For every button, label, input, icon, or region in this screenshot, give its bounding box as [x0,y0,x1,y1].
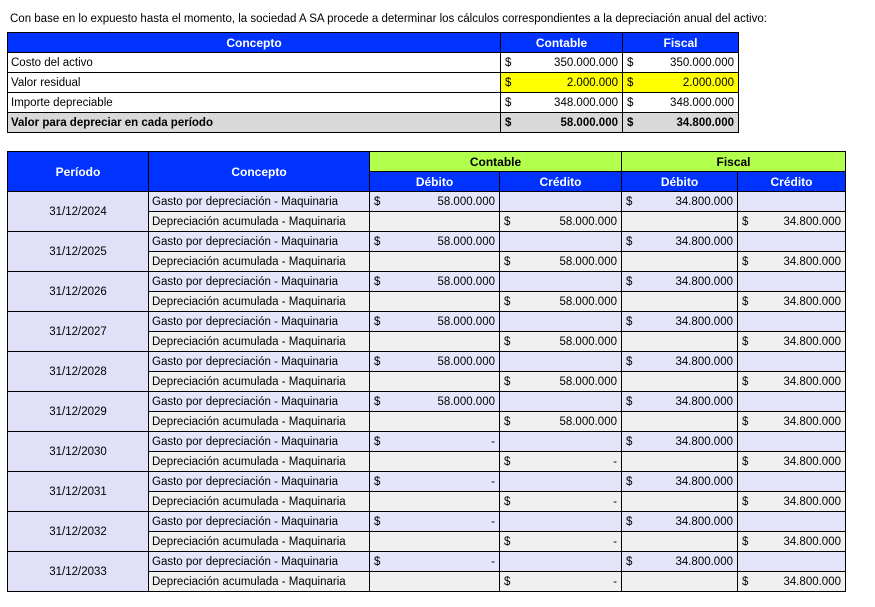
contable-debito-cell [370,192,500,212]
concepto-gasto: Gasto por depreciación - Maquinaria [149,272,370,292]
amount: 34.800.000 [783,575,841,588]
summary-fiscal-cell [623,73,739,93]
currency-symbol: $ [742,535,749,548]
fiscal-debito-cell [622,472,738,492]
currency-symbol: $ [374,195,381,208]
contable-credito-cell [500,572,622,592]
currency-symbol: $ [374,475,381,488]
currency-symbol: $ [374,355,381,368]
period-date: 31/12/2027 [8,312,149,352]
currency-symbol: $ [505,76,512,89]
fiscal-credito-empty [738,552,846,572]
concepto-depreciacion: Depreciación acumulada - Maquinaria [149,572,370,592]
concepto-gasto: Gasto por depreciación - Maquinaria [149,392,370,412]
fiscal-credito-cell [738,372,846,392]
amount: 58.000.000 [437,275,495,288]
currency-symbol: $ [627,56,634,69]
journal-header-contable-credito: Crédito [500,172,622,192]
currency-symbol: $ [504,495,511,508]
fiscal-credito-empty [738,232,846,252]
fiscal-credito-empty [738,352,846,372]
currency-symbol: $ [742,455,749,468]
summary-contable-cell [501,113,623,133]
concepto-depreciacion: Depreciación acumulada - Maquinaria [149,332,370,352]
amount: 58.000.000 [437,315,495,328]
amount: 34.800.000 [783,535,841,548]
summary-row [8,73,739,93]
contable-credito-empty [500,432,622,452]
concepto-depreciacion: Depreciación acumulada - Maquinaria [149,252,370,272]
contable-credito-cell [500,212,622,232]
amount: - [613,495,617,508]
amount: 58.000.000 [559,295,617,308]
contable-credito-cell [500,532,622,552]
contable-credito-empty [500,512,622,532]
concepto-gasto: Gasto por depreciación - Maquinaria [149,552,370,572]
amount: 34.800.000 [675,515,733,528]
currency-symbol: $ [374,315,381,328]
fiscal-credito-empty [738,392,846,412]
fiscal-debito-cell [622,272,738,292]
currency-symbol: $ [504,455,511,468]
currency-symbol: $ [626,355,633,368]
currency-symbol: $ [504,335,511,348]
concepto-depreciacion: Depreciación acumulada - Maquinaria [149,532,370,552]
journal-row-gasto [8,512,846,532]
intro-text: Con base en lo expuesto hasta el momento, la sociedad A SA procede a determinar los cálculos correspondientes a la depreciación anual del activo: [10,13,767,25]
period-date: 31/12/2031 [8,472,149,512]
amount: 58.000.000 [559,255,617,268]
amount: 58.000.000 [437,355,495,368]
fiscal-credito-cell [738,332,846,352]
fiscal-debito-cell [622,312,738,332]
amount: 34.800.000 [783,495,841,508]
fiscal-debito-empty [622,532,738,552]
concepto-gasto: Gasto por depreciación - Maquinaria [149,352,370,372]
currency-symbol: $ [504,575,511,588]
amount: - [613,535,617,548]
fiscal-credito-cell [738,412,846,432]
summary-contable-cell [501,73,623,93]
fiscal-debito-empty [622,452,738,472]
fiscal-credito-cell [738,492,846,512]
contable-debito-empty [370,252,500,272]
currency-symbol: $ [627,76,634,89]
currency-symbol: $ [626,515,633,528]
contable-debito-empty [370,452,500,472]
period-date: 31/12/2024 [8,192,149,232]
amount: 350.000.000 [670,56,734,69]
currency-symbol: $ [742,575,749,588]
currency-symbol: $ [626,555,633,568]
amount: - [491,555,495,568]
amount: 34.800.000 [675,555,733,568]
amount: 350.000.000 [554,56,618,69]
contable-credito-empty [500,392,622,412]
fiscal-debito-empty [622,372,738,392]
journal-row-gasto [8,392,846,412]
journal-header-fiscal: Fiscal [622,152,846,172]
amount: 34.800.000 [783,255,841,268]
fiscal-debito-empty [622,492,738,512]
fiscal-debito-cell [622,432,738,452]
amount: - [613,455,617,468]
period-date: 31/12/2033 [8,552,149,592]
fiscal-credito-cell [738,532,846,552]
contable-debito-cell [370,232,500,252]
contable-debito-cell [370,312,500,332]
fiscal-credito-cell [738,252,846,272]
summary-header-contable: Contable [501,33,623,53]
concepto-gasto: Gasto por depreciación - Maquinaria [149,232,370,252]
fiscal-debito-empty [622,412,738,432]
period-date: 31/12/2030 [8,432,149,472]
amount: 58.000.000 [437,395,495,408]
amount: 34.800.000 [676,116,734,129]
amount: 348.000.000 [670,96,734,109]
summary-fiscal-cell [623,93,739,113]
amount: - [491,515,495,528]
fiscal-debito-cell [622,392,738,412]
journal-header-concepto: Concepto [149,152,370,192]
summary-row-label: Valor residual [8,73,501,93]
fiscal-credito-empty [738,512,846,532]
amount: 34.800.000 [675,235,733,248]
contable-credito-empty [500,352,622,372]
currency-symbol: $ [504,415,511,428]
journal-row-gasto [8,272,846,292]
summary-row-label: Costo del activo [8,53,501,73]
currency-symbol: $ [374,435,381,448]
contable-debito-cell [370,512,500,532]
amount: 34.800.000 [675,315,733,328]
fiscal-credito-empty [738,472,846,492]
fiscal-credito-empty [738,432,846,452]
contable-debito-cell [370,552,500,572]
contable-credito-cell [500,452,622,472]
amount: - [491,435,495,448]
journal-header-contable: Contable [370,152,622,172]
currency-symbol: $ [504,215,511,228]
fiscal-debito-cell [622,552,738,572]
contable-debito-cell [370,352,500,372]
currency-symbol: $ [504,295,511,308]
currency-symbol: $ [742,415,749,428]
fiscal-debito-empty [622,252,738,272]
contable-credito-empty [500,272,622,292]
currency-symbol: $ [626,435,633,448]
currency-symbol: $ [504,255,511,268]
fiscal-credito-cell [738,572,846,592]
currency-symbol: $ [626,475,633,488]
amount: 58.000.000 [559,375,617,388]
currency-symbol: $ [374,235,381,248]
currency-symbol: $ [742,255,749,268]
concepto-depreciacion: Depreciación acumulada - Maquinaria [149,452,370,472]
journal-row-gasto [8,472,846,492]
currency-symbol: $ [374,515,381,528]
currency-symbol: $ [742,295,749,308]
amount: 58.000.000 [560,116,618,129]
journal-header-fiscal-debito: Débito [622,172,738,192]
concepto-depreciacion: Depreciación acumulada - Maquinaria [149,492,370,512]
contable-debito-cell [370,432,500,452]
period-date: 31/12/2026 [8,272,149,312]
amount: 34.800.000 [783,335,841,348]
currency-symbol: $ [626,275,633,288]
period-date: 31/12/2025 [8,232,149,272]
amount: 2.000.000 [566,76,618,89]
amount: 58.000.000 [559,335,617,348]
fiscal-debito-cell [622,232,738,252]
currency-symbol: $ [626,195,633,208]
journal-row-gasto [8,192,846,212]
summary-row-label: Valor para depreciar en cada período [8,113,501,133]
journal-header-contable-debito: Débito [370,172,500,192]
contable-credito-empty [500,312,622,332]
contable-credito-cell [500,412,622,432]
contable-debito-cell [370,392,500,412]
currency-symbol: $ [627,96,634,109]
journal-table [7,151,846,592]
contable-credito-empty [500,192,622,212]
contable-debito-empty [370,332,500,352]
fiscal-debito-empty [622,212,738,232]
amount: 58.000.000 [559,215,617,228]
summary-header-concepto: Concepto [8,33,501,53]
currency-symbol: $ [505,56,512,69]
currency-symbol: $ [626,315,633,328]
period-date: 31/12/2029 [8,392,149,432]
contable-credito-empty [500,472,622,492]
journal-row-gasto [8,312,846,332]
currency-symbol: $ [505,96,512,109]
contable-debito-empty [370,212,500,232]
amount: 58.000.000 [437,235,495,248]
period-date: 31/12/2032 [8,512,149,552]
fiscal-credito-cell [738,212,846,232]
fiscal-credito-cell [738,292,846,312]
amount: 34.800.000 [675,435,733,448]
currency-symbol: $ [626,235,633,248]
fiscal-debito-empty [622,332,738,352]
journal-header-fiscal-credito: Crédito [738,172,846,192]
concepto-gasto: Gasto por depreciación - Maquinaria [149,312,370,332]
summary-fiscal-cell [623,53,739,73]
contable-debito-empty [370,572,500,592]
amount: 34.800.000 [675,355,733,368]
amount: 34.800.000 [783,375,841,388]
concepto-gasto: Gasto por depreciación - Maquinaria [149,512,370,532]
summary-contable-cell [501,53,623,73]
fiscal-debito-cell [622,512,738,532]
contable-debito-empty [370,372,500,392]
amount: 34.800.000 [675,475,733,488]
currency-symbol: $ [504,535,511,548]
summary-fiscal-cell [623,113,739,133]
currency-symbol: $ [374,275,381,288]
amount: 34.800.000 [783,415,841,428]
currency-symbol: $ [374,555,381,568]
fiscal-credito-empty [738,272,846,292]
amount: 58.000.000 [559,415,617,428]
currency-symbol: $ [742,375,749,388]
currency-symbol: $ [627,116,634,129]
journal-row-gasto [8,352,846,372]
currency-symbol: $ [374,395,381,408]
amount: - [491,475,495,488]
amount: 2.000.000 [682,76,734,89]
summary-contable-cell [501,93,623,113]
contable-debito-empty [370,292,500,312]
amount: 34.800.000 [675,275,733,288]
summary-row-label: Importe depreciable [8,93,501,113]
contable-debito-empty [370,492,500,512]
fiscal-debito-empty [622,572,738,592]
contable-debito-cell [370,272,500,292]
fiscal-credito-empty [738,192,846,212]
currency-symbol: $ [742,495,749,508]
contable-credito-empty [500,232,622,252]
summary-row [8,93,739,113]
contable-credito-cell [500,332,622,352]
contable-debito-empty [370,532,500,552]
fiscal-credito-empty [738,312,846,332]
summary-table [7,32,739,133]
amount: 58.000.000 [437,195,495,208]
concepto-gasto: Gasto por depreciación - Maquinaria [149,472,370,492]
amount: 34.800.000 [783,455,841,468]
summary-row [8,53,739,73]
concepto-gasto: Gasto por depreciación - Maquinaria [149,432,370,452]
contable-credito-empty [500,552,622,572]
contable-debito-empty [370,412,500,432]
journal-row-gasto [8,552,846,572]
contable-credito-cell [500,372,622,392]
journal-row-gasto [8,432,846,452]
concepto-gasto: Gasto por depreciación - Maquinaria [149,192,370,212]
fiscal-debito-empty [622,292,738,312]
summary-header-fiscal: Fiscal [623,33,739,53]
currency-symbol: $ [742,215,749,228]
currency-symbol: $ [504,375,511,388]
concepto-depreciacion: Depreciación acumulada - Maquinaria [149,292,370,312]
journal-header-periodo: Período [8,152,149,192]
amount: 348.000.000 [554,96,618,109]
currency-symbol: $ [742,335,749,348]
concepto-depreciacion: Depreciación acumulada - Maquinaria [149,412,370,432]
fiscal-credito-cell [738,452,846,472]
contable-credito-cell [500,252,622,272]
amount: 34.800.000 [675,395,733,408]
period-date: 31/12/2028 [8,352,149,392]
amount: - [613,575,617,588]
journal-row-gasto [8,232,846,252]
contable-credito-cell [500,292,622,312]
summary-row [8,113,739,133]
currency-symbol: $ [505,116,512,129]
amount: 34.800.000 [783,295,841,308]
concepto-depreciacion: Depreciación acumulada - Maquinaria [149,212,370,232]
contable-credito-cell [500,492,622,512]
amount: 34.800.000 [675,195,733,208]
concepto-depreciacion: Depreciación acumulada - Maquinaria [149,372,370,392]
currency-symbol: $ [626,395,633,408]
amount: 34.800.000 [783,215,841,228]
contable-debito-cell [370,472,500,492]
fiscal-debito-cell [622,192,738,212]
fiscal-debito-cell [622,352,738,372]
